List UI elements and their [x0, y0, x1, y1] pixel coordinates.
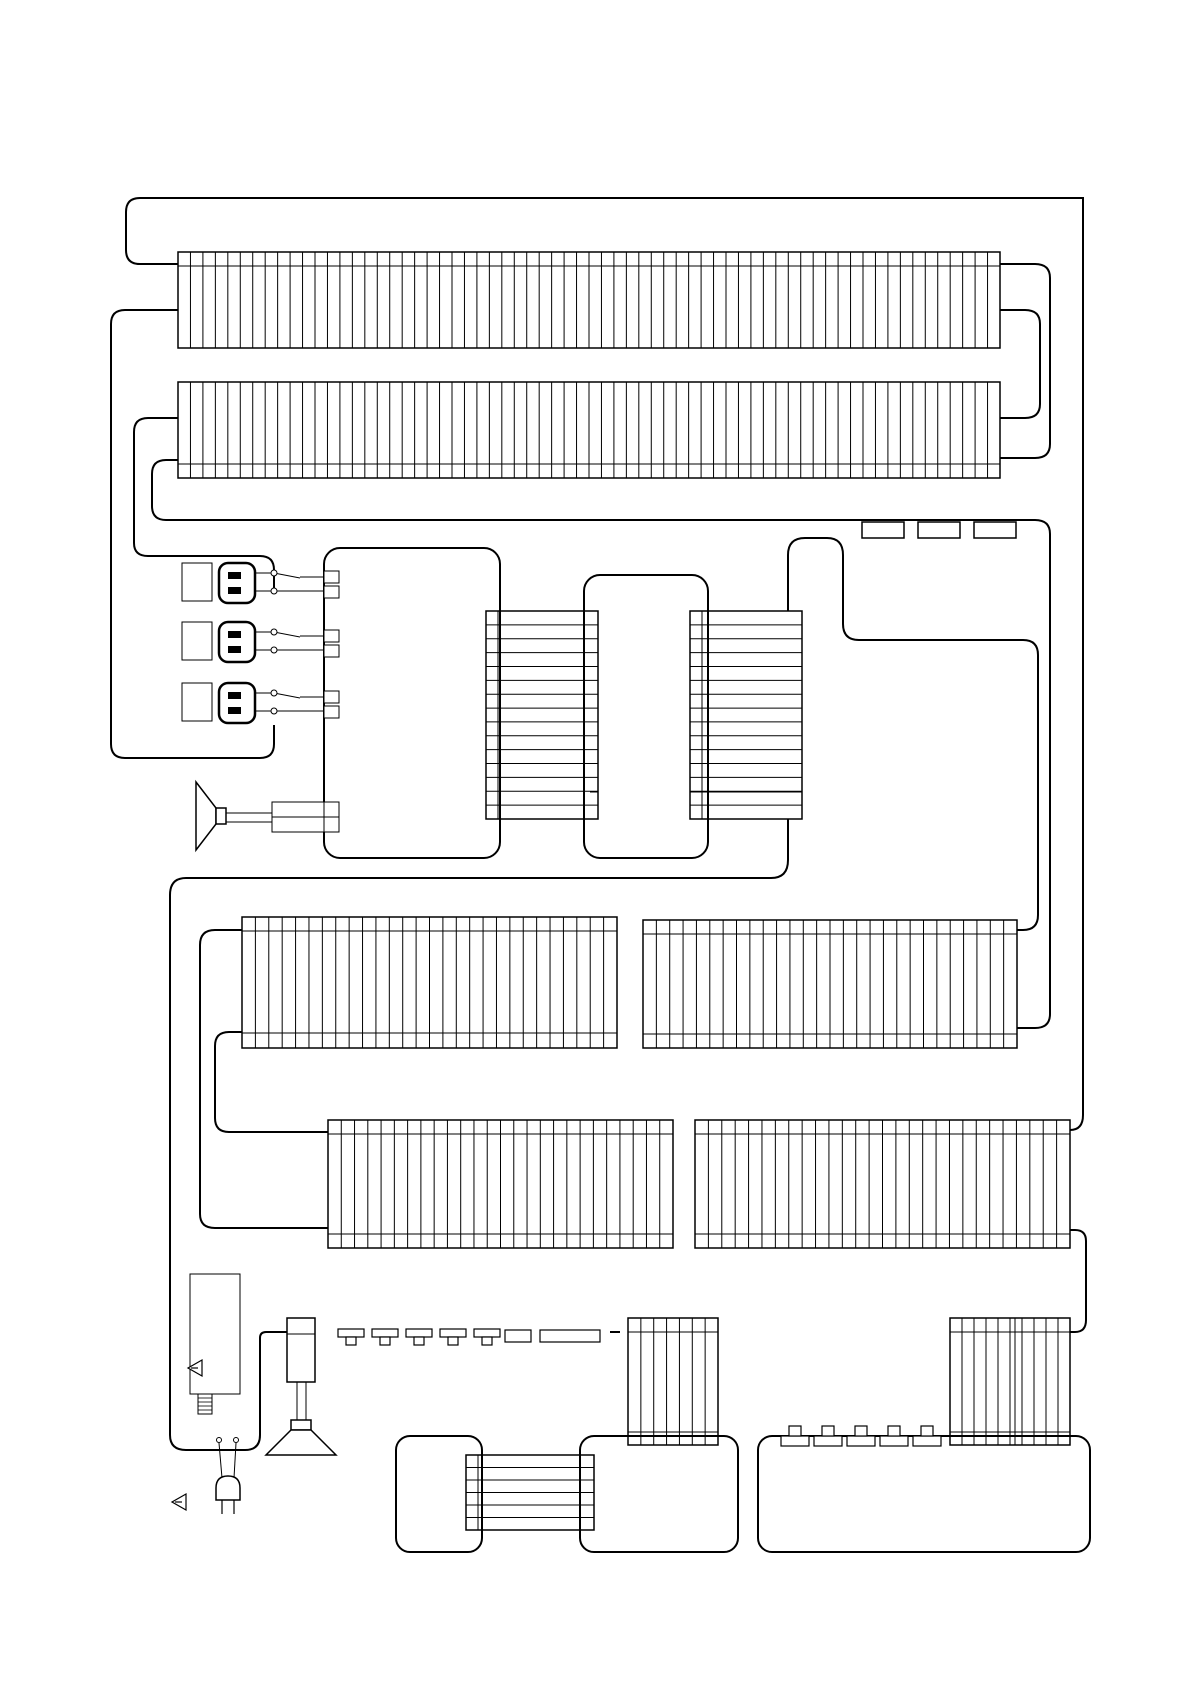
inlet-terminal [324, 586, 339, 598]
connector-cn-mid-left [486, 611, 598, 819]
switch-body [781, 1436, 809, 1446]
switch-stem [888, 1426, 900, 1436]
connector-cn-small-right [950, 1318, 1070, 1445]
switch-stem [789, 1426, 801, 1436]
inlet-pin [228, 572, 241, 579]
connector-block [918, 522, 960, 538]
junction [271, 629, 277, 635]
connector-cn-top-1 [178, 252, 1000, 348]
plug-body [216, 1476, 240, 1500]
switch-icon [814, 1426, 842, 1446]
connector-cn-lower-panel [466, 1455, 594, 1530]
plug-cord [234, 1443, 236, 1478]
switch-stem [380, 1337, 390, 1345]
junction [271, 690, 277, 696]
switch-icon [913, 1426, 941, 1446]
switch-stem [822, 1426, 834, 1436]
junction [271, 647, 277, 653]
switch-body [880, 1436, 908, 1446]
ac-inlet-icon [182, 683, 339, 723]
switch-stem [346, 1337, 356, 1345]
switch-icon [880, 1426, 908, 1446]
switch-icon [440, 1329, 466, 1345]
caution-triangle-icon [172, 1494, 186, 1510]
inlet-pin [228, 631, 241, 638]
connector-cn-bottom-left [328, 1120, 673, 1248]
switch-stem [482, 1337, 492, 1345]
plug-cord [219, 1443, 222, 1478]
socket-frame [182, 622, 212, 660]
switch-icon [372, 1329, 398, 1345]
inlet-body [219, 622, 255, 662]
speaker-cone [266, 1430, 336, 1455]
connector-cn-lower-right [643, 920, 1017, 1048]
switch-stem [414, 1337, 424, 1345]
switch-icon [474, 1329, 500, 1345]
switch-body [372, 1329, 398, 1337]
connector-cn-small-center [628, 1318, 718, 1445]
inlet-terminal [324, 571, 339, 583]
switch-body [814, 1436, 842, 1446]
plug-wire-end [234, 1438, 239, 1443]
speaker-connector [287, 1318, 315, 1382]
speaker-cone [196, 782, 216, 850]
inlet-pin [228, 646, 241, 653]
power-supply-block [188, 1274, 240, 1414]
socket-frame [182, 683, 212, 721]
switch-icon [847, 1426, 875, 1446]
plug-wire-end [217, 1438, 222, 1443]
inlet-pin [228, 587, 241, 594]
switch-body [847, 1436, 875, 1446]
connector-body [628, 1318, 718, 1445]
connector-body [690, 611, 802, 819]
inlet-terminal [324, 645, 339, 657]
ac-inlet-icon [182, 622, 339, 662]
inlet-wire [255, 632, 300, 650]
switch-icon [338, 1329, 364, 1345]
connector-block [505, 1330, 531, 1342]
speaker-icon [196, 782, 339, 850]
switch-body [474, 1329, 500, 1337]
switch-stem [448, 1337, 458, 1345]
connector-cn-bottom-right [695, 1120, 1070, 1248]
connector-cn-top-2 [178, 382, 1000, 478]
ac-inlet-icon [182, 563, 339, 603]
socket-frame [182, 563, 212, 601]
inlet-wire [255, 573, 300, 591]
junction [271, 708, 277, 714]
board-outline [580, 1436, 738, 1552]
wire [1000, 264, 1050, 458]
wire [788, 538, 1038, 930]
power-plug-icon [216, 1438, 240, 1515]
power-supply-terminal [198, 1394, 212, 1414]
switch-body [406, 1329, 432, 1337]
connector-block [974, 522, 1016, 538]
board-outline [758, 1436, 1090, 1552]
connector-cn-lower-left [242, 917, 617, 1048]
board-outline [324, 548, 500, 858]
inlet-wire [255, 693, 300, 711]
speaker-magnet [216, 808, 226, 824]
connector-cn-mid-right [690, 611, 802, 819]
connector-block [862, 522, 904, 538]
inlet-terminal [324, 630, 339, 642]
switch-stem [855, 1426, 867, 1436]
inlet-terminal [324, 706, 339, 718]
inlet-body [219, 563, 255, 603]
switch-body [440, 1329, 466, 1337]
switch-stem [921, 1426, 933, 1436]
inlet-pin [228, 707, 241, 714]
connector-block [540, 1330, 600, 1342]
connector-body [486, 611, 598, 819]
switch-icon [781, 1426, 809, 1446]
switch-icon [406, 1329, 432, 1345]
wire [260, 1332, 287, 1345]
inlet-terminal [324, 691, 339, 703]
speaker-icon [266, 1318, 336, 1455]
switch-body [338, 1329, 364, 1337]
inlet-pin [228, 692, 241, 699]
junction [271, 588, 277, 594]
switch-body [913, 1436, 941, 1446]
wire [1000, 310, 1040, 418]
power-supply-body [190, 1274, 240, 1394]
junction [271, 570, 277, 576]
inlet-body [219, 683, 255, 723]
speaker-magnet [291, 1420, 311, 1430]
